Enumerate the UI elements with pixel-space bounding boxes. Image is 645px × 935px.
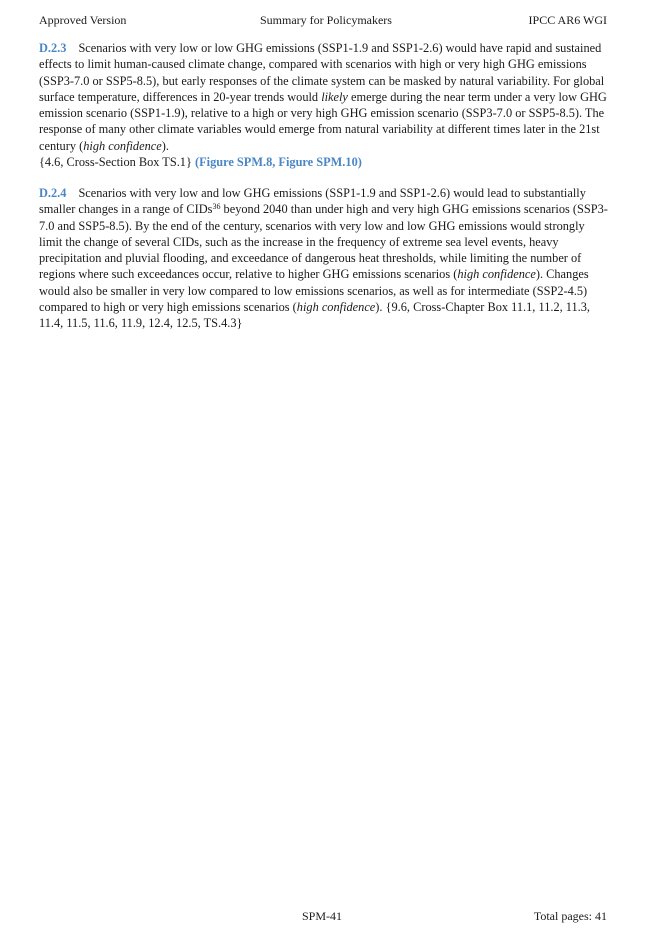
confidence-term: high confidence [457, 267, 536, 282]
paragraph-text: ). Changes would also be smaller in very low compared to low emissions scenarios, as well as for intermediate (SSP2-4.5) compared to high or very high emissions scenarios ( [39, 267, 589, 315]
page-footer [0, 909, 645, 925]
header-report: IPCC AR6 WGI [528, 13, 607, 27]
paragraph-text: beyond 2040 than under high and very high GHG emissions scenarios (SSP3-7.0 and SSP5-8.5). By the end of the century, scenarios with very low and low GHG emissions would strongly limit the change of several CIDs, such as the increase in the frequency of extreme sea level events, heavy precipitation and pluvial flooding, and exceedance of dangerous heat thresholds, while limiting the number of regions where such exceedances occur, relative to higher GHG emissions scenarios ( [39, 202, 608, 282]
figure-references: (Figure SPM.8, Figure SPM.10) [195, 155, 362, 170]
paragraph-text: emerge during the near term under a very low GHG emission scenario (SSP1-1.9), relative to a high or very high GHG emission scenario (SSP3-7.0 or SSP5-8.5). The response of many other climate variables would emerge from natural variability at different times later in the 21st century ( [39, 89, 607, 153]
header-version: Approved Version [39, 13, 127, 27]
paragraph-text: Scenarios with very low or low GHG emissions (SSP1-1.9 and SSP1-2.6) would have rapid and sustained effects to limit human-caused climate change, compared with scenarios with high or very high GHG emissions (SSP3-7.0 or SSP5-8.5), but early responses of the climate system can be masked by natural variability. For global surface temperature, differences in 20-year trends would [39, 41, 605, 104]
paragraph-number: D.2.3 [39, 41, 67, 55]
total-pages: Total pages: 41 [533, 909, 607, 923]
confidence-term: high confidence [83, 138, 162, 153]
page-number: SPM-41 [302, 909, 343, 923]
paragraph-text: ). {9.6, Cross-Chapter Box 11.1, 11.2, 11.3, 11.4, 11.5, 11.6, 11.9, 12.4, 12.5, TS.4.3} [39, 300, 591, 331]
footnote-marker: 36 [212, 202, 221, 212]
paragraph-text: Scenarios with very low and low GHG emissions (SSP1-1.9 and SSP1-2.6) would lead to substantially smaller changes in a range of CIDs [39, 186, 586, 217]
page-header [39, 13, 607, 29]
paragraph-d23 [39, 40, 611, 170]
confidence-term: high confidence [296, 300, 376, 315]
paragraph-number: D.2.4 [39, 186, 67, 200]
likelihood-term: likely [321, 89, 348, 104]
section-references: {4.6, Cross-Section Box TS.1} [39, 155, 192, 170]
paragraph-d24 [39, 185, 611, 332]
paragraph-text: ). [161, 138, 169, 153]
header-title: Summary for Policymakers [260, 13, 392, 27]
